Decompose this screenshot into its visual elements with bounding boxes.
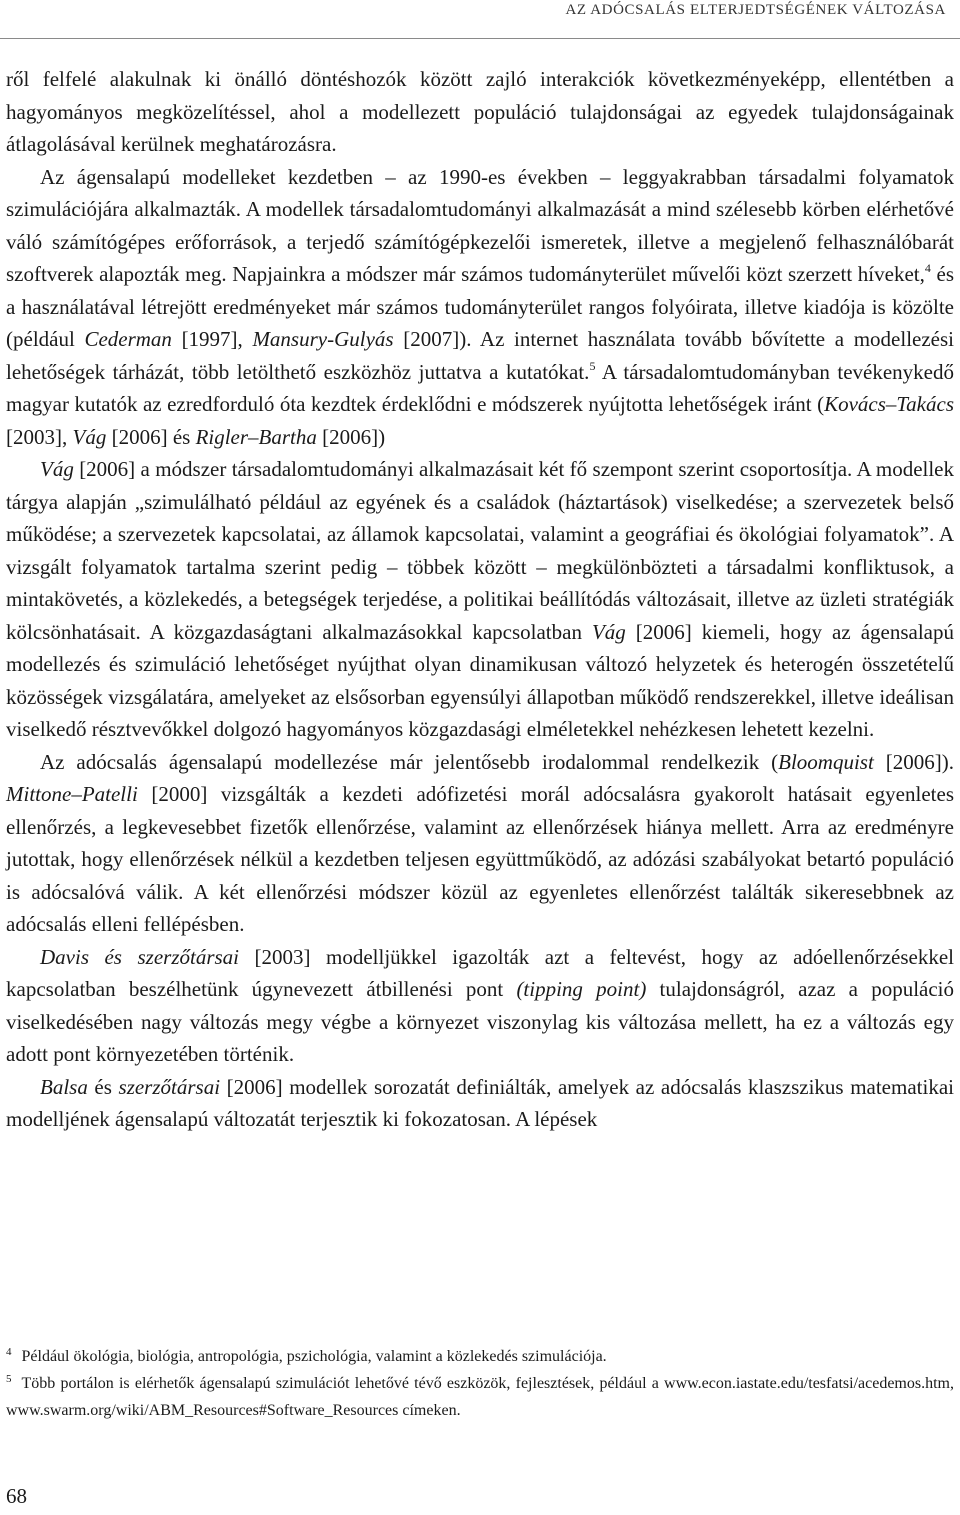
- paragraph-2: [6, 161, 954, 454]
- citation: Bloomquist: [778, 749, 874, 774]
- footnote-number: 4: [6, 1346, 12, 1358]
- citation: Mittone–Patelli: [6, 782, 138, 806]
- citation: Kovács–Takács: [824, 392, 954, 416]
- text: [2006] a módszer társadalomtudományi alkalmazásait két fő szempont szerint csoportosítja. A modellek tárgya alapján „szimulálható például az egyének és a családok (háztartások) viselkedése; a szervezetek belső működése; a szervezetek kapcsolatai, az államok kapcsolatai, valamint a geográfiai és ökológiai folyamatok”. A vizsgált folyamatok tartalma szerint pedig – többek között – megkülönbözteti a társadalmi konfliktusok, a mintakövetés, a közlekedés, a betegségek terjedése, a politikai beállítódás változásait, illetve az üzleti stratégiák kölcsönhatásait. A közgazdaságtani alkalmazásokkal kapcsolatban: [6, 457, 954, 644]
- citation: Cederman: [84, 327, 172, 351]
- citation: Vág: [40, 457, 74, 481]
- text: Az adócsalás ágensalapú modellezése már jelentősebb irodalommal rendelkezik (: [40, 749, 779, 774]
- footnote-marker-5[interactable]: 5: [589, 358, 596, 373]
- citation: Davis és szerzőtársai: [40, 944, 240, 969]
- page-number: 68: [6, 1484, 27, 1508]
- paragraph-1: ről felfelé alakulnak ki önálló döntéshozók között zajló interakciók következményeképp, ellentétben a hagyományos megközelítéssel, ahol a modellezett populáció tulajdonságai az egyedek tulajdonságainak átlagolásával kerülnek meghatározásra.: [6, 67, 954, 156]
- footnote-marker-4[interactable]: 4: [924, 261, 931, 275]
- text: [2006]).: [873, 749, 954, 774]
- text: [2000] vizsgálták a kezdeti adófizetési morál adócsalásra gyakorolt hatásait egyenletes ellenőrzés, a legkevesebbet fizetők ellenőrzése, valamint az ellenőrzések hiánya mellett. Arra az eredményre jutottak, hogy ellenőrzések nélkül a kezdetben teljesen együttműködő, az adózási szabályokat betartó populáció is adócsalóvá válik. A két ellenőrzési módszer közül az egyenletes ellenőrzést találták sikeresebbnek az adócsalás elleni fellépésben.: [6, 782, 954, 936]
- text: [2006] kiemeli, hogy az ágensalapú modellezés és szimuláció lehetőséget nyújthat olyan dinamikusan változó helyzetek és heterogén összetételű közösségek vizsgálatára, amelyeket az elsősorban egyensúlyi állapotban működő rendszerekkel, illetve ideálisan viselkedő résztvevőkkel dolgozó hagyományos közgazdasági elméletekkel nehézkesen lehetett kezelni.: [6, 619, 954, 741]
- citation: szerzőtársai: [118, 1074, 221, 1099]
- running-head: AZ ADÓCSALÁS ELTERJEDTSÉGÉNEK VÁLTOZÁSA: [565, 2, 946, 18]
- citation: Vág: [72, 424, 107, 449]
- footnote-number: 5: [6, 1373, 12, 1385]
- text: Az ágensalapú modelleket kezdetben – az 1990-es években – leggyakrabban társadalmi folyamatok szimulációjára alkalmazták. A modellek társadalomtudományi alkalmazását a mind szélesebb körben elérhetővé váló számítógépes erőforrások, a terjedő számítógépkezelői ismeretek, illetve a megjelenő felhasználóbarát szoftverek alapozták meg. Napjainkra a módszer már számos tudományterület művelői közt szerzett híveket,: [6, 164, 954, 286]
- paragraph-4: [6, 746, 954, 941]
- citation: Vág: [591, 619, 626, 644]
- text: [2003] modelljükkel igazolták azt a feltevést, hogy az adóellenőrzésekkel kapcsolatban beszélhetünk úgynevezett átbillenési pont: [6, 944, 954, 1001]
- footnote-5: [6, 1370, 954, 1424]
- text: tulajdonságról, azaz a populáció viselkedésében nagy változás megy végbe a környezet viszonylag kis változása mellett, ha ez a változás egy adott pont környezetében történik.: [6, 977, 955, 1066]
- paragraph-6: [6, 1071, 954, 1136]
- text: [2006] modellek sorozatát definiálták, amelyek az adócsalás klaszszikus matematikai modelljének ágensalapú változatát terjesztik ki fokozatosan. A lépések: [6, 1074, 954, 1131]
- citation: Mansury-Gulyás: [252, 327, 394, 351]
- text: [2006] és: [106, 424, 196, 449]
- paragraph-3: [6, 453, 954, 746]
- footnote-4: [6, 1343, 954, 1370]
- header-rule: [0, 38, 960, 39]
- text: [2007]). Az internet használata tovább bővítette a modellezési lehetőségek tárházát, több letölthető eszközhöz juttatva a kutatókat.: [6, 327, 954, 384]
- text: és a használatával létrejött eredményeket már számos tudományterület rangos folyóirata, illetve kiadója is közölte (például: [6, 262, 954, 351]
- footnote-text: Például ökológia, biológia, antropológia, pszichológia, valamint a közlekedés szimulációja.: [21, 1348, 607, 1365]
- text: [1997],: [171, 327, 253, 351]
- body-text: [6, 63, 954, 1136]
- paragraph-5: [6, 941, 954, 1071]
- citation: Balsa: [40, 1074, 88, 1099]
- text: és: [87, 1074, 119, 1099]
- citation: Rigler–Bartha: [195, 424, 317, 449]
- footnotes: [6, 1343, 954, 1424]
- text: [2003],: [6, 424, 73, 449]
- text: [2006]): [316, 424, 386, 449]
- term: (tipping point): [516, 977, 647, 1001]
- footnote-text: Több portálon is elérhetők ágensalapú szimulációt lehetővé tévő eszközök, fejlesztések, például a www.econ.iastate.edu/tesfatsi/acedemos.htm, www.swarm.org/wiki/ABM_Resources#Software_Resources címeken.: [6, 1375, 954, 1419]
- text: A társadalomtudományban tevékenykedő magyar kutatók az ezredforduló óta kezdtek érdeklődni e módszerek nyújtotta lehetőségek iránt (: [6, 359, 954, 416]
